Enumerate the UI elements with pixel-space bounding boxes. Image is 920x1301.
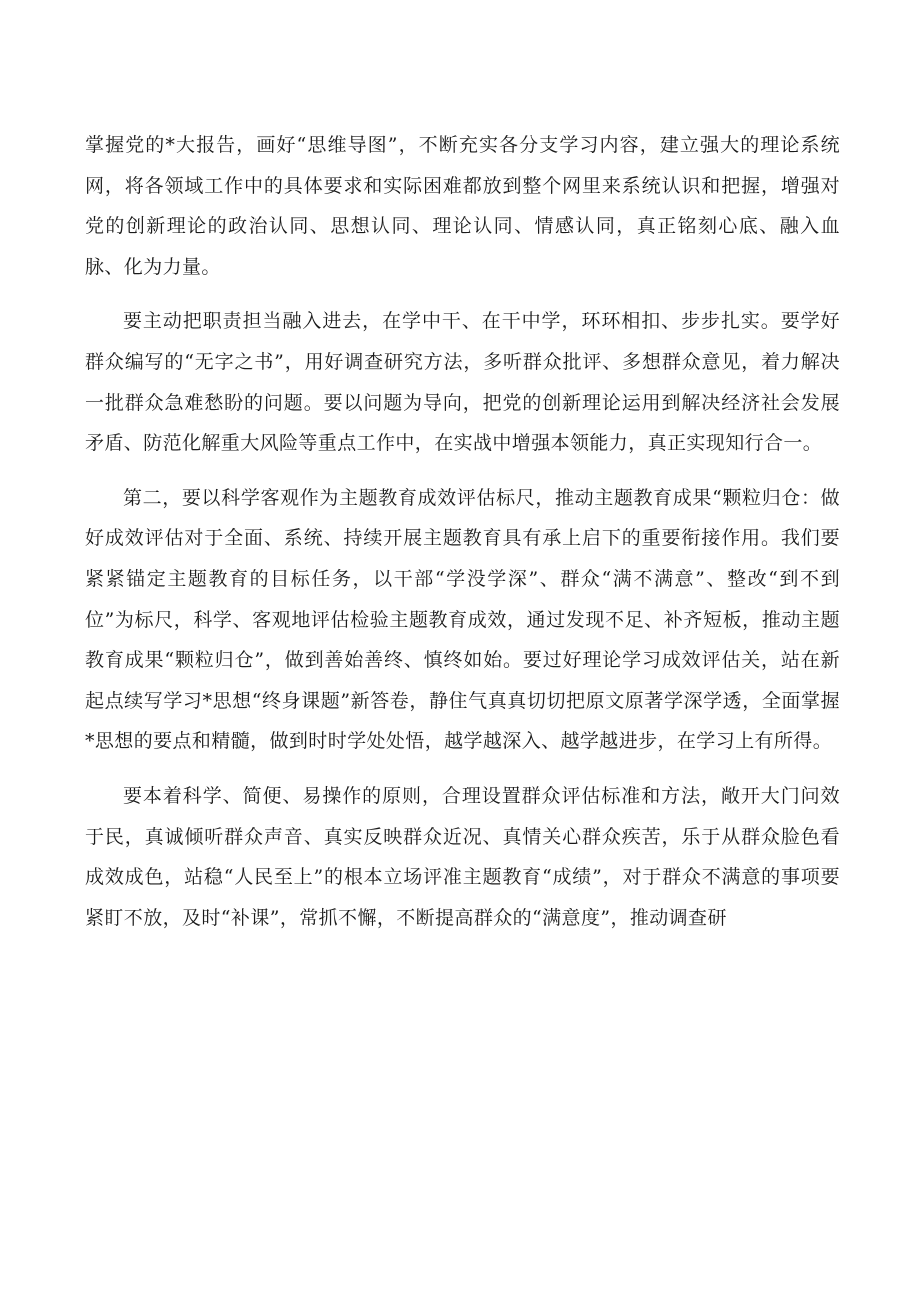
- paragraph-2: 要主动把职责担当融入进去，在学中干、在干中学，环环相扣、步步扎实。要学好群众编写的“无字之书”，用好调查研究方法，多听群众批评、多想群众意见，着力解决一批群众急难愁盼的问题。要以问题为导向，把党的创新理论运用到解决经济社会发展矛盾、防范化解重大风险等重点工作中，在实战中增强本领能力，真正实现知行合一。: [85, 310, 840, 455]
- document-body: [85, 125, 840, 952]
- paragraph-4: 要本着科学、简便、易操作的原则，合理设置群众评估标准和方法，敞开大门问效于民，真诚倾听群众声音、真实反映群众近况、真情关心群众疾苦，乐于从群众脸色看成效成色，站稳“人民至上”的根本立场评准主题教育“成绩”，对于群众不满意的事项要紧盯不放，及时“补课”，常抓不懈，不断提高群众的“满意度”，推动调查研: [85, 784, 840, 929]
- paragraph-3: 第二，要以科学客观作为主题教育成效评估标尺，推动主题教育成果“颗粒归仓：做好成效评估对于全面、系统、持续开展主题教育具有承上启下的重要衔接作用。我们要紧紧锚定主题教育的目标任务，以干部“学没学深”、群众“满不满意”、整改“到不到位”为标尺，科学、客观地评估检验主题教育成效，通过发现不足、补齐短板，推动主题教育成果“颗粒归仓”，做到善始善终、慎终如始。要过好理论学习成效评估关，站在新起点续写学习*思想“终身课题”新答卷，静住气真真切切把原文原著学深学透，全面掌握*思想的要点和精髓，做到时时学处处悟，越学越深入、越学越进步，在学习上有所得。: [85, 486, 840, 753]
- paragraph-1: 掌握党的*大报告，画好“思维导图”，不断充实各分支学习内容，建立强大的理论系统网，将各领域工作中的具体要求和实际困难都放到整个网里来系统认识和把握，增强对党的创新理论的政治认同、思想认同、理论认同、情感认同，真正铭刻心底、融入血脉、化为力量。: [85, 134, 840, 278]
